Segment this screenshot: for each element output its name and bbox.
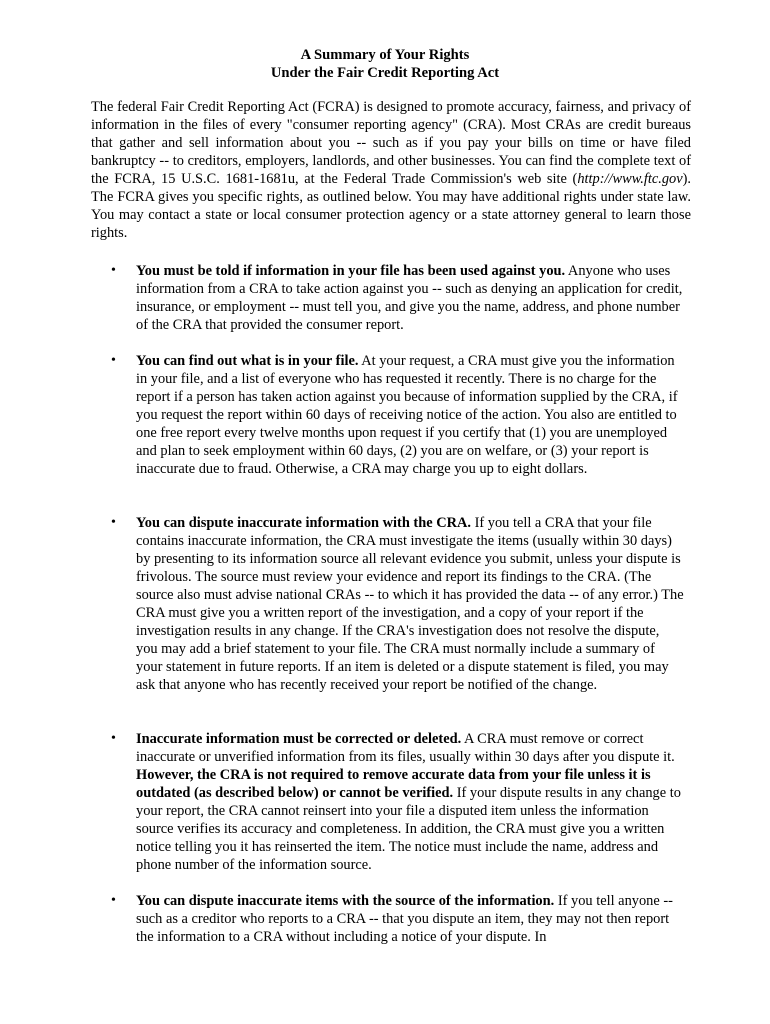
document-title-line1: A Summary of Your Rights xyxy=(300,47,470,63)
bullet-text: A CRA must remove or correct inaccurate or unverified information from its files, usually within 30 days after you dispute it. xyxy=(136,731,675,765)
bullet-icon: • xyxy=(111,731,116,746)
bullet-text: If you tell a CRA that your file contains inaccurate information, the CRA must investigate the items (usually within 30 days) by presenting to its information source all relevant evidence you submit, unless your dispute is frivolous. The source must review your evidence and report its findings to the CRA. (The source also must advise national CRAs -- to which it has provided the data -- of any error.) The CRA must give you a written report of the investigation, and a copy of your report if the investigation results in any change. If the CRA's investigation does not resolve the dispute, you may add a brief statement to your file. The CRA must normally include a summary of your statement in future reports. If an item is deleted or a dispute statement is filed, you may ask that anyone who has recently received your report be notified of the change. xyxy=(136,515,684,693)
intro-paragraph xyxy=(91,98,691,242)
rights-list-item xyxy=(111,262,684,334)
document-title-line2: Under the Fair Credit Reporting Act xyxy=(270,65,500,81)
rights-list-item xyxy=(111,892,684,946)
bullet-icon: • xyxy=(111,263,116,278)
bullet-text-continued: If your dispute results in any change to your report, the CRA cannot reinsert into your file a disputed item unless the information source verifies its accuracy and completeness. In addition, the CRA must give you a written notice telling you it has reinserted the item. The notice must include the name, address and phone number of the information source. xyxy=(136,785,681,873)
intro-text-part2: ). The FCRA gives you specific rights, as outlined below. You may have additional rights under state law. You may contact a state or local consumer protection agency or a state attorney general to learn those rights. xyxy=(91,171,691,241)
bullet-heading: You can dispute inaccurate information with the CRA. xyxy=(136,515,471,531)
bullet-emphasis: However, the CRA is not required to remove accurate data from your file unless it is outdated (as described below) or cannot be verified. xyxy=(136,767,651,801)
rights-list-item xyxy=(111,514,684,694)
bullet-text: If you tell anyone -- such as a creditor who reports to a CRA -- that you dispute an item, they may not then report the information to a CRA without including a notice of your dispute. In xyxy=(136,893,673,945)
bullet-heading: Inaccurate information must be corrected or deleted. xyxy=(136,731,462,747)
ftc-url-link[interactable]: http://www.ftc.gov xyxy=(577,171,683,187)
bullet-heading: You must be told if information in your file has been used against you. xyxy=(136,263,566,279)
rights-list-item xyxy=(111,730,684,874)
bullet-heading: You can dispute inaccurate items with the source of the information. xyxy=(136,893,555,909)
bullet-icon: • xyxy=(111,353,116,368)
bullet-icon: • xyxy=(111,893,116,908)
intro-text-part1: The federal Fair Credit Reporting Act (FCRA) is designed to promote accuracy, fairness, and privacy of information in the files of every "consumer reporting agency" (CRA). Most CRAs are credit bureaus that gather and sell information about you -- such as if you pay your bills on time or have filed bankruptcy -- to creditors, employers, landlords, and other businesses. You can find the complete text of the FCRA, 15 U.S.C. 1681-1681u, at the Federal Trade Commission's web site ( xyxy=(91,99,691,187)
bullet-icon: • xyxy=(111,515,116,530)
bullet-text: At your request, a CRA must give you the information in your file, and a list of everyone who has requested it recently. There is no charge for the report if a person has taken action against you because of information supplied by the CRA, if you request the report within 60 days of receiving notice of the action. You also are entitled to one free report every twelve months upon request if you certify that (1) you are unemployed and plan to seek employment within 60 days, (2) you are on welfare, or (3) your report is inaccurate due to fraud. Otherwise, a CRA may charge you up to eight dollars. xyxy=(136,353,678,477)
rights-list-item xyxy=(111,352,684,478)
bullet-heading: You can find out what is in your file. xyxy=(136,353,359,369)
bullet-text: Anyone who uses information from a CRA to take action against you -- such as denying an application for credit, insurance, or employment -- must tell you, and give you the name, address, and phone number of the CRA that provided the consumer report. xyxy=(136,263,683,333)
